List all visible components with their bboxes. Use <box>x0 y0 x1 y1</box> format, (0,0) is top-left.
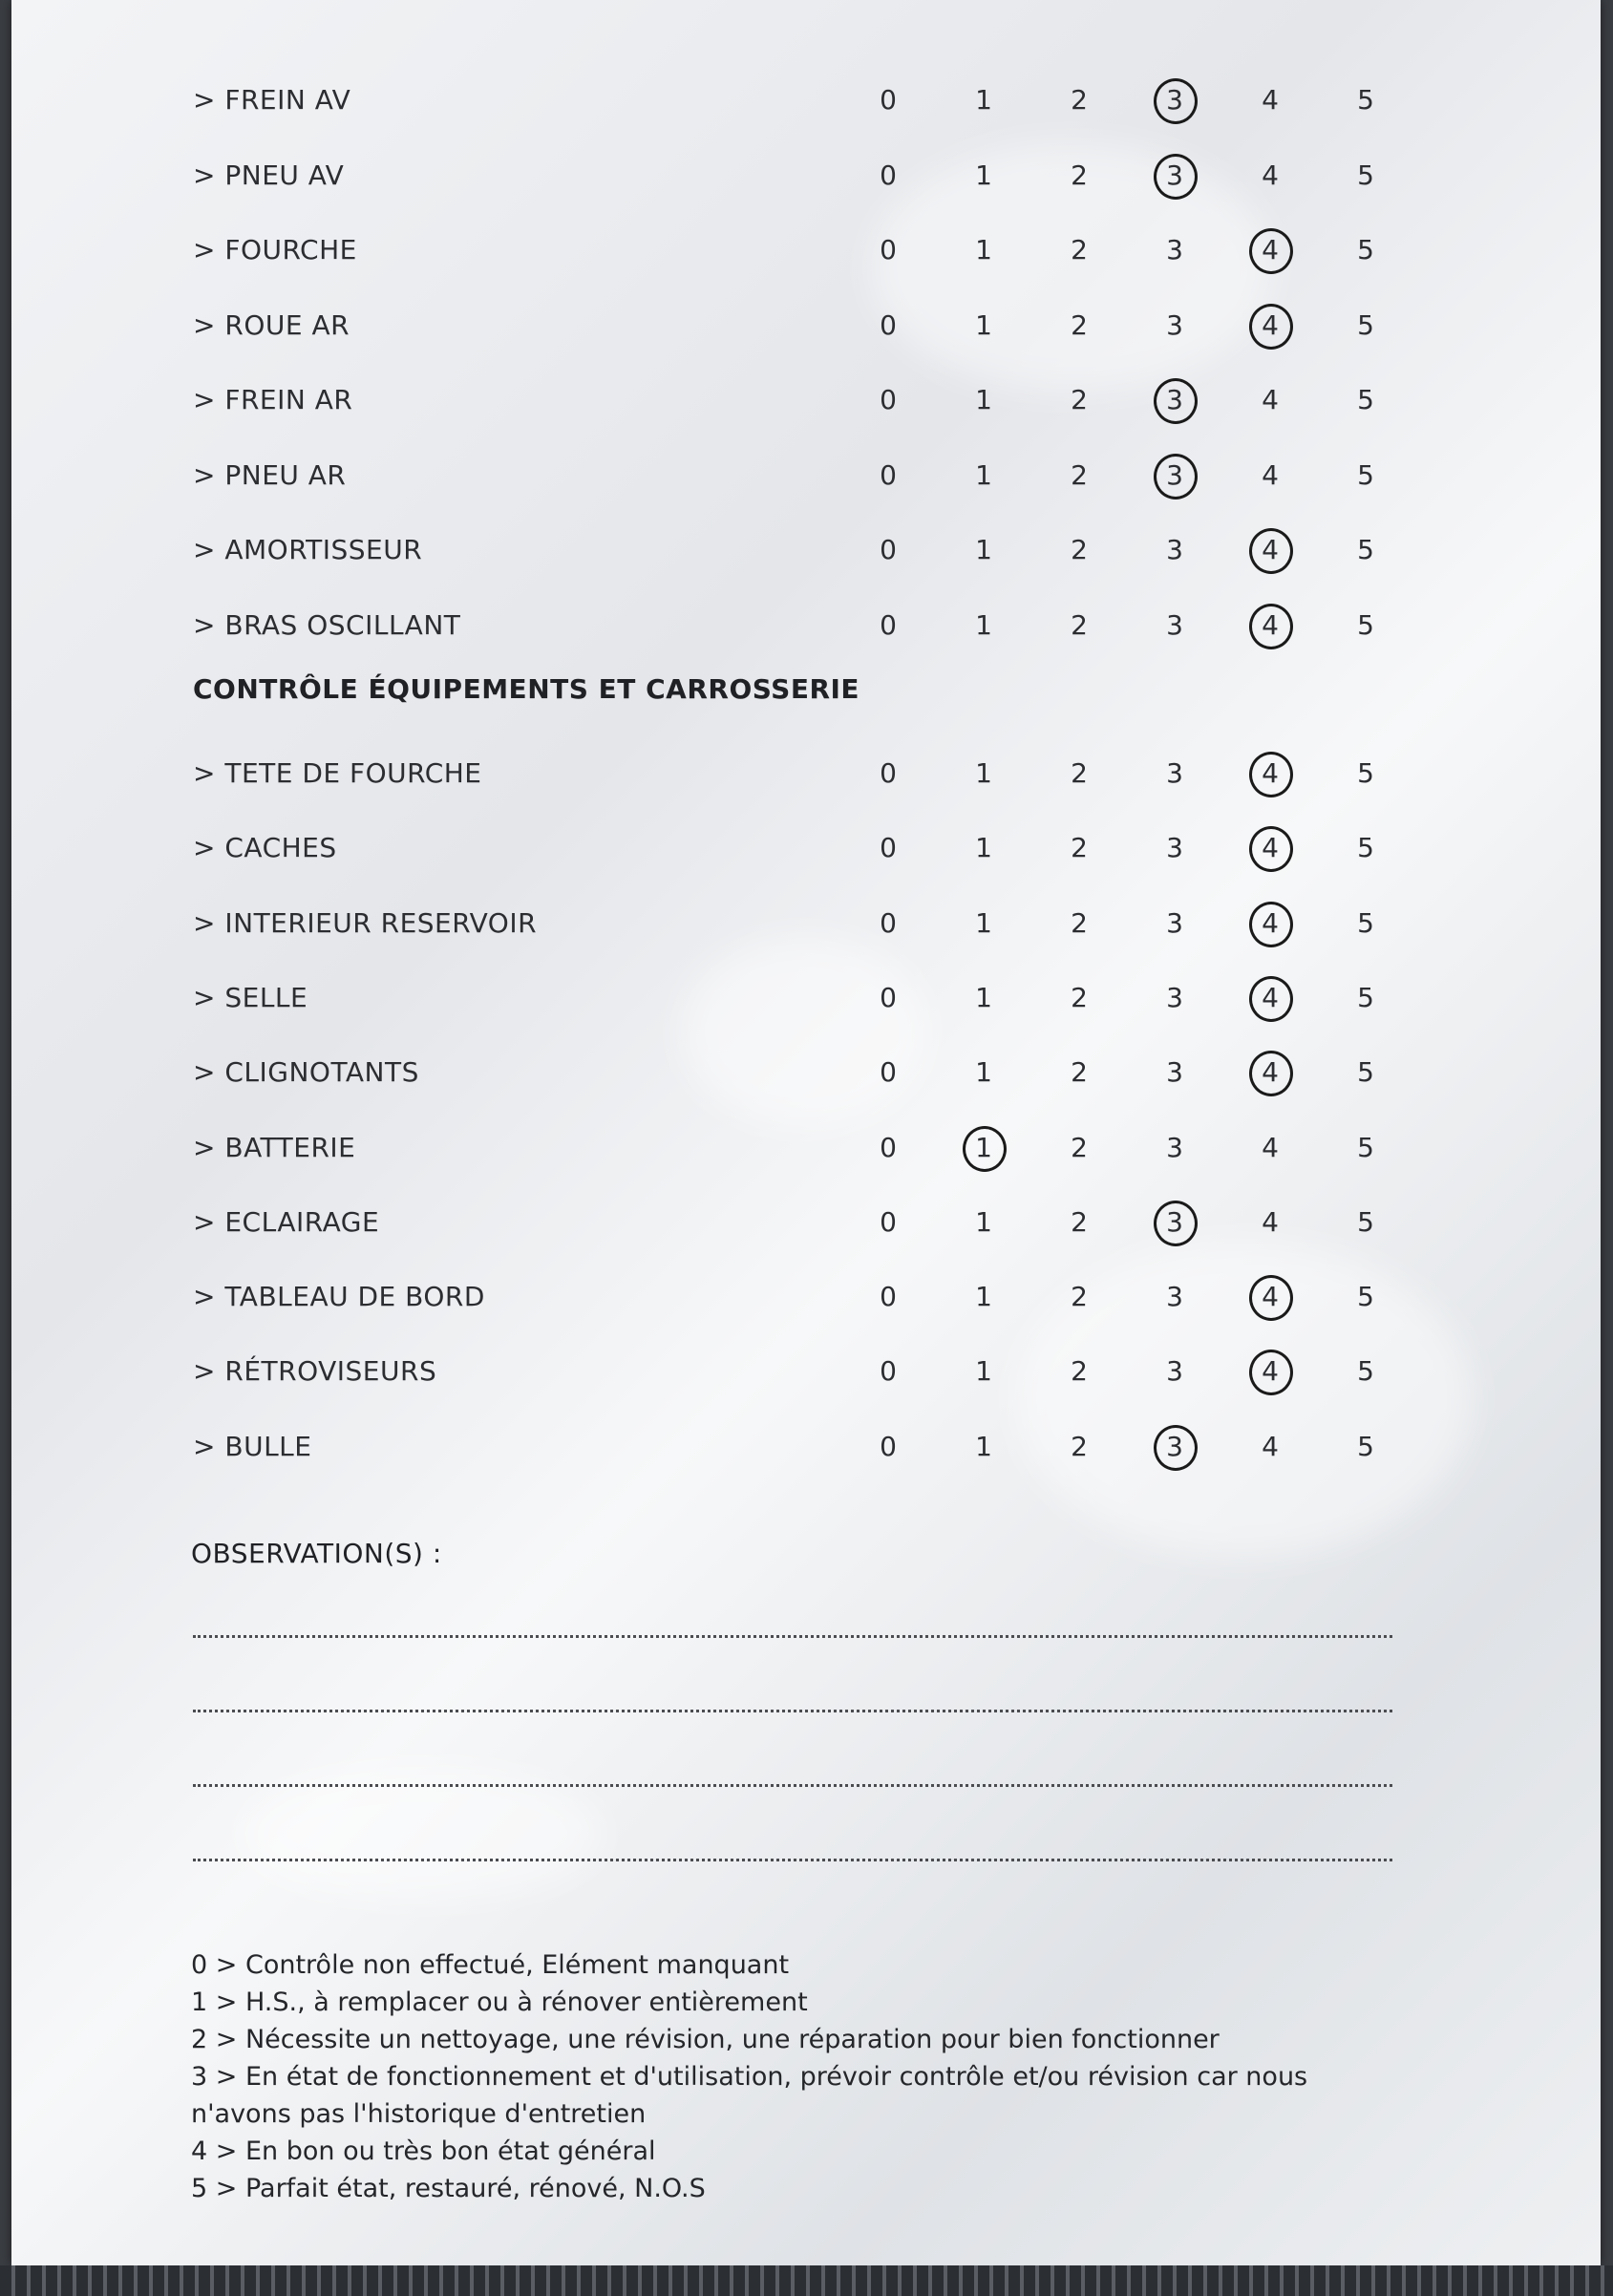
grade-option-3[interactable]: 3 <box>1166 308 1183 341</box>
grade-option-3[interactable]: 3 <box>1166 906 1183 939</box>
observation-title: OBSERVATION(S) : <box>191 1538 442 1569</box>
grade-option-4[interactable]: 4 <box>1262 1430 1279 1462</box>
legend-line: n'avons pas l'historique d'entretien <box>191 2099 647 2129</box>
grade-option-3[interactable]: 3 <box>1166 981 1183 1013</box>
legend-line: 4 > En bon ou très bon état général <box>191 2137 656 2166</box>
grade-option-3[interactable]: 3 <box>1148 452 1201 500</box>
grade-option-5[interactable]: 5 <box>1357 1355 1374 1388</box>
grade-option-2[interactable]: 2 <box>1071 608 1088 641</box>
inspection-item-label: > FOURCHE <box>193 234 357 266</box>
grade-option-2[interactable]: 2 <box>1071 384 1088 415</box>
grade-option-1[interactable]: 1 <box>975 1205 992 1238</box>
grade-option-1[interactable]: 1 <box>975 608 992 641</box>
section-title: CONTRÔLE ÉQUIPEMENTS ET CARROSSERIE <box>193 673 860 705</box>
grade-option-0[interactable]: 0 <box>880 234 897 266</box>
grade-option-0[interactable]: 0 <box>880 757 897 789</box>
grade-option-5[interactable]: 5 <box>1357 1056 1374 1089</box>
grade-option-5[interactable]: 5 <box>1357 1281 1374 1313</box>
grade-option-4[interactable]: 4 <box>1262 1205 1279 1238</box>
grade-option-0[interactable]: 0 <box>880 458 897 491</box>
legend-line: 3 > En état de fonctionnement et d'utilisation, prévoir contrôle et/ou révision car nous <box>191 2062 1308 2092</box>
grade-option-2[interactable]: 2 <box>1071 458 1088 491</box>
grade-option-0[interactable]: 0 <box>880 1131 897 1163</box>
grade-option-3[interactable]: 3 <box>1166 757 1183 789</box>
grade-option-2[interactable]: 2 <box>1071 981 1088 1013</box>
grade-option-2[interactable]: 2 <box>1071 1430 1088 1462</box>
grade-legend <box>191 1946 1433 2207</box>
grade-option-3[interactable]: 3 <box>1166 1056 1183 1089</box>
grade-option-4[interactable]: 4 <box>1262 1131 1279 1163</box>
form-sheet <box>11 0 1601 2265</box>
grade-option-1[interactable]: 1 <box>975 757 992 789</box>
grade-option-2[interactable]: 2 <box>1071 1281 1088 1313</box>
grade-option-2[interactable]: 2 <box>1071 1355 1088 1388</box>
grade-option-4[interactable]: 4 <box>1243 1348 1297 1395</box>
grade-option-3[interactable]: 3 <box>1166 234 1183 266</box>
grade-option-2[interactable]: 2 <box>1071 1131 1088 1163</box>
grade-option-5[interactable]: 5 <box>1357 384 1374 415</box>
grade-option-4[interactable]: 4 <box>1243 974 1297 1022</box>
grade-option-3[interactable]: 3 <box>1148 1199 1201 1246</box>
grade-option-5[interactable]: 5 <box>1357 458 1374 491</box>
grade-option-5[interactable]: 5 <box>1357 981 1374 1013</box>
grade-option-3[interactable]: 3 <box>1148 152 1201 200</box>
grade-option-4[interactable]: 4 <box>1262 159 1279 191</box>
inspection-row <box>11 1124 1601 1172</box>
inspection-row <box>11 1273 1601 1321</box>
inspection-row <box>11 226 1601 274</box>
grade-option-1[interactable]: 1 <box>975 1355 992 1388</box>
inspection-item-label: > FREIN AV <box>193 84 351 116</box>
grade-option-5[interactable]: 5 <box>1357 159 1374 191</box>
grade-option-2[interactable]: 2 <box>1071 1056 1088 1089</box>
grade-option-3[interactable]: 3 <box>1166 832 1183 864</box>
grade-option-4[interactable]: 4 <box>1243 824 1297 872</box>
grade-option-2[interactable]: 2 <box>1071 84 1088 116</box>
grade-option-0[interactable]: 0 <box>880 608 897 641</box>
inspection-item-label: > PNEU AV <box>193 159 345 191</box>
grade-option-1[interactable]: 1 <box>975 832 992 864</box>
grade-option-4[interactable]: 4 <box>1243 226 1297 274</box>
inspection-row <box>11 1348 1601 1395</box>
observation-line[interactable] <box>193 1710 1392 1712</box>
grade-option-0[interactable]: 0 <box>880 384 897 415</box>
grade-option-4[interactable]: 4 <box>1243 302 1297 350</box>
legend-line: 0 > Contrôle non effectué, Elément manquant <box>191 1950 790 1980</box>
grade-option-0[interactable]: 0 <box>880 84 897 116</box>
inspection-row <box>11 1423 1601 1471</box>
legend-line: 2 > Nécessite un nettoyage, une révision, une réparation pour bien fonctionner <box>191 2025 1220 2054</box>
observation-line[interactable] <box>193 1859 1392 1861</box>
inspection-row <box>11 602 1601 649</box>
grade-option-0[interactable]: 0 <box>880 159 897 191</box>
grade-option-0[interactable]: 0 <box>880 1056 897 1089</box>
grade-option-4[interactable]: 4 <box>1243 1049 1297 1096</box>
grade-option-5[interactable]: 5 <box>1357 832 1374 864</box>
grade-option-3[interactable]: 3 <box>1166 1281 1183 1313</box>
grade-option-1[interactable]: 1 <box>975 906 992 939</box>
grade-option-3[interactable]: 3 <box>1166 608 1183 641</box>
grade-option-4[interactable]: 4 <box>1262 384 1279 415</box>
grade-option-4[interactable]: 4 <box>1243 602 1297 649</box>
inspection-item-label: > INTERIEUR RESERVOIR <box>193 906 538 939</box>
grade-option-1[interactable]: 1 <box>975 159 992 191</box>
grade-option-5[interactable]: 5 <box>1357 308 1374 341</box>
grade-option-0[interactable]: 0 <box>880 534 897 565</box>
grade-option-0[interactable]: 0 <box>880 1281 897 1313</box>
grade-option-1[interactable]: 1 <box>975 981 992 1013</box>
inspection-item-label: > SELLE <box>193 981 308 1013</box>
inspection-row <box>11 526 1601 574</box>
inspection-item-label: > CACHES <box>193 832 337 864</box>
grade-option-5[interactable]: 5 <box>1357 1205 1374 1238</box>
inspection-item-label: > RÉTROVISEURS <box>193 1355 437 1388</box>
inspection-row <box>11 1049 1601 1096</box>
inspection-row <box>11 974 1601 1022</box>
grade-option-0[interactable]: 0 <box>880 1355 897 1388</box>
grade-option-5[interactable]: 5 <box>1357 534 1374 565</box>
grade-option-4[interactable]: 4 <box>1243 526 1297 574</box>
inspection-item-label: > CLIGNOTANTS <box>193 1056 419 1089</box>
legend-line: 1 > H.S., à remplacer ou à rénover entièrement <box>191 1988 808 2017</box>
grade-option-1[interactable]: 1 <box>975 1281 992 1313</box>
inspection-item-label: > BRAS OSCILLANT <box>193 608 461 641</box>
inspection-item-label: > ECLAIRAGE <box>193 1205 380 1238</box>
grade-option-0[interactable]: 0 <box>880 1205 897 1238</box>
inspection-item-label: > TABLEAU DE BORD <box>193 1281 485 1313</box>
observation-line[interactable] <box>193 1784 1392 1787</box>
inspection-item-label: > BULLE <box>193 1430 312 1462</box>
grade-option-1[interactable]: 1 <box>975 384 992 415</box>
grade-option-0[interactable]: 0 <box>880 832 897 864</box>
grade-option-4[interactable]: 4 <box>1243 1273 1297 1321</box>
inspection-item-label: > BATTERIE <box>193 1131 356 1163</box>
inspection-row <box>11 452 1601 500</box>
grade-option-1[interactable]: 1 <box>975 308 992 341</box>
grade-option-5[interactable]: 5 <box>1357 1131 1374 1163</box>
inspection-row <box>11 302 1601 350</box>
grade-option-0[interactable]: 0 <box>880 1430 897 1462</box>
grade-option-2[interactable]: 2 <box>1071 757 1088 789</box>
grade-option-5[interactable]: 5 <box>1357 1430 1374 1462</box>
grade-option-5[interactable]: 5 <box>1357 906 1374 939</box>
inspection-item-label: > AMORTISSEUR <box>193 534 423 565</box>
grade-option-4[interactable]: 4 <box>1262 84 1279 116</box>
legend-line: 5 > Parfait état, restauré, rénové, N.O.S <box>191 2174 706 2203</box>
grade-option-3[interactable]: 3 <box>1166 1355 1183 1388</box>
grade-option-5[interactable]: 5 <box>1357 608 1374 641</box>
grade-option-3[interactable]: 3 <box>1148 376 1201 424</box>
inspection-item-label: > TETE DE FOURCHE <box>193 757 482 789</box>
inspection-row <box>11 152 1601 200</box>
grade-option-2[interactable]: 2 <box>1071 159 1088 191</box>
inspection-row <box>11 750 1601 797</box>
grade-option-4[interactable]: 4 <box>1243 750 1297 797</box>
grade-option-1[interactable]: 1 <box>975 534 992 565</box>
grade-option-1[interactable]: 1 <box>975 84 992 116</box>
grade-option-2[interactable]: 2 <box>1071 534 1088 565</box>
inspection-row <box>11 900 1601 947</box>
grade-option-2[interactable]: 2 <box>1071 234 1088 266</box>
inspection-row <box>11 376 1601 424</box>
grade-option-0[interactable]: 0 <box>880 906 897 939</box>
grade-option-4[interactable]: 4 <box>1243 900 1297 947</box>
grade-option-2[interactable]: 2 <box>1071 906 1088 939</box>
grade-option-5[interactable]: 5 <box>1357 234 1374 266</box>
inspection-row <box>11 824 1601 872</box>
grade-option-0[interactable]: 0 <box>880 308 897 341</box>
inspection-row <box>11 1199 1601 1246</box>
grade-option-0[interactable]: 0 <box>880 981 897 1013</box>
grade-option-2[interactable]: 2 <box>1071 308 1088 341</box>
grade-option-3[interactable]: 3 <box>1148 76 1201 124</box>
grade-option-1[interactable]: 1 <box>975 1430 992 1462</box>
grade-option-3[interactable]: 3 <box>1166 534 1183 565</box>
inspection-row <box>11 76 1601 124</box>
grade-option-4[interactable]: 4 <box>1262 458 1279 491</box>
grade-option-5[interactable]: 5 <box>1357 757 1374 789</box>
grade-option-2[interactable]: 2 <box>1071 832 1088 864</box>
grade-option-2[interactable]: 2 <box>1071 1205 1088 1238</box>
grade-option-1[interactable]: 1 <box>975 1056 992 1089</box>
sleeve-binding-strip <box>0 2265 1613 2296</box>
grade-option-3[interactable]: 3 <box>1166 1131 1183 1163</box>
grade-option-1[interactable]: 1 <box>957 1124 1010 1172</box>
observation-line[interactable] <box>193 1635 1392 1638</box>
grade-option-5[interactable]: 5 <box>1357 84 1374 116</box>
grade-option-3[interactable]: 3 <box>1148 1423 1201 1471</box>
inspection-item-label: > FREIN AR <box>193 384 353 415</box>
grade-option-1[interactable]: 1 <box>975 234 992 266</box>
inspection-item-label: > ROUE AR <box>193 308 350 341</box>
inspection-item-label: > PNEU AR <box>193 458 347 491</box>
grade-option-1[interactable]: 1 <box>975 458 992 491</box>
